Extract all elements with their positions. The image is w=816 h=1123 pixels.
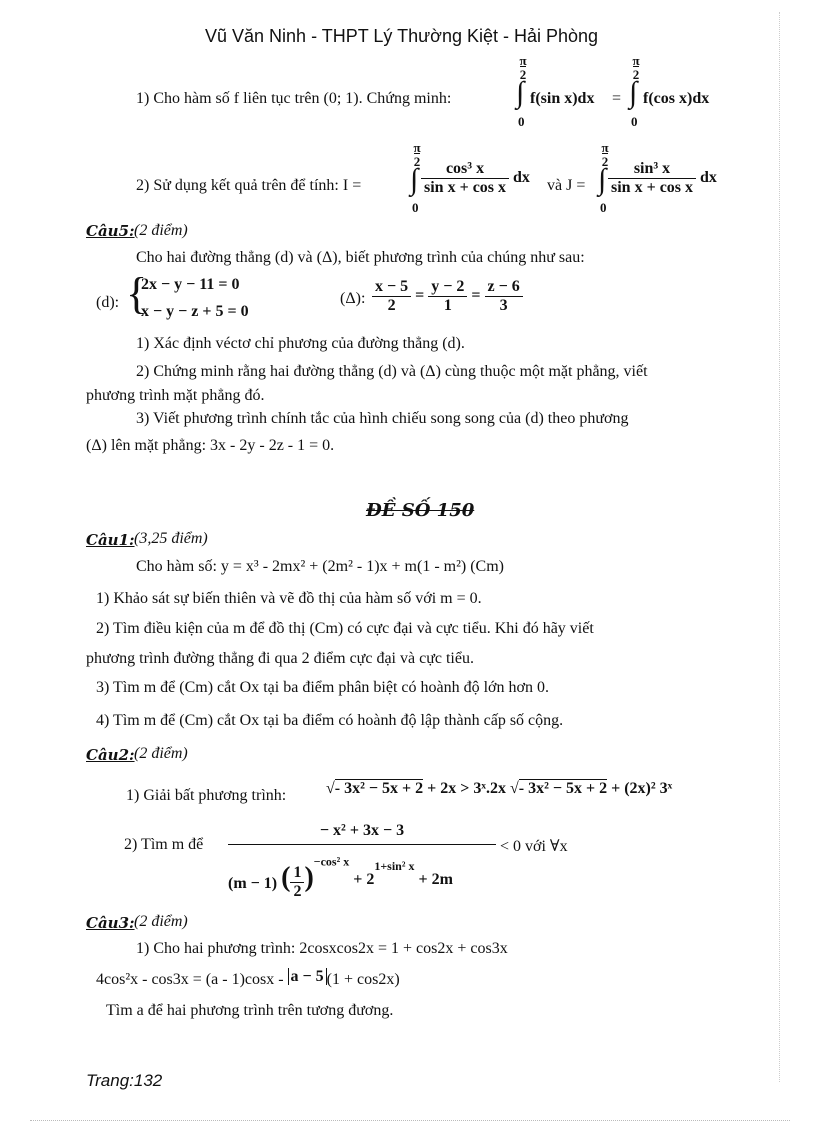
mid-term: + 2x > 3ˣ.2x	[427, 780, 506, 797]
int-lower-2: 0	[631, 114, 638, 129]
frac-num: x − 5	[375, 278, 409, 295]
tail-term: + (2x)² 3ˣ	[611, 780, 673, 797]
paren-open: (	[281, 862, 291, 893]
fraction-J	[608, 160, 717, 197]
p1-item2-text: 2) Sử dụng kết quả trên để tính: I =	[136, 177, 362, 194]
int-lower-4: 0	[600, 200, 607, 215]
frac-num: 1	[293, 863, 302, 881]
c1-func: Cho hàm số: y = x³ - 2mx² + (2m² - 1)x + m(1 - m²) (Cm)	[136, 558, 504, 575]
int-upper-den: 2	[519, 67, 527, 82]
cau3-label: Câu3:	[86, 914, 135, 932]
and-J: và J =	[547, 177, 586, 194]
system-eq1: 2x − y − 11 = 0	[141, 276, 240, 293]
delta-fractions	[372, 278, 523, 315]
integral-sign-1: ∫	[516, 76, 525, 109]
frac-num: cos³ x	[445, 160, 485, 177]
m-minus-1: (m − 1)	[228, 875, 278, 892]
equals-sign: =	[612, 90, 622, 107]
int-lower-3: 0	[412, 200, 419, 215]
frac-num: y − 2	[431, 278, 465, 295]
c2-inequality	[326, 780, 672, 798]
delta-label: (Δ):	[340, 290, 366, 307]
c1-q1: 1) Khảo sát sự biến thiên và vẽ đồ thị của hàm số với m = 0.	[96, 590, 482, 607]
cau1-points: (3,25 điểm)	[134, 530, 208, 547]
cau3-points: (2 điểm)	[134, 913, 188, 930]
int-lower-1: 0	[518, 114, 525, 129]
frac-den: 2	[372, 296, 411, 315]
c2-q2-numerator: − x² + 3x − 3	[319, 822, 405, 839]
c2-q1: 1) Giải bất phương trình:	[126, 787, 287, 804]
c5-q3b: (Δ) lên mặt phẳng: 3x - 2y - 2z - 1 = 0.	[86, 437, 335, 454]
plus-2: + 2	[353, 871, 375, 888]
paren-close: )	[304, 862, 314, 893]
int-upper-den: 2	[632, 67, 640, 82]
dx: dx	[513, 169, 530, 187]
plus-2m: + 2m	[418, 871, 453, 888]
p1-item1-text: 1) Cho hàm số f liên tục trên (0; 1). Chứng minh:	[136, 90, 452, 107]
integral-sign-4: ∫	[598, 163, 607, 196]
cau2-label: Câu2:	[86, 746, 135, 764]
c2-q2-condition: < 0 với ∀x	[500, 838, 568, 855]
radicand-2: - 3x² − 5x + 2	[518, 780, 608, 797]
c1-q4: 4) Tìm m để (Cm) cắt Ox tại ba điểm có hoành độ lập thành cấp số cộng.	[96, 712, 564, 729]
int-upper: π	[519, 53, 527, 68]
int-upper: π	[601, 140, 609, 155]
page-footer: Trang:132	[86, 1071, 163, 1090]
footer-rule	[30, 1120, 790, 1121]
frac-num: sin³ x	[633, 160, 671, 177]
abs-a-5: a − 5	[288, 968, 327, 985]
frac-den: 1	[428, 296, 467, 315]
system-eq2: x − y − z + 5 = 0	[141, 303, 249, 320]
int-upper: π	[632, 53, 640, 68]
sqrt-sign: √	[509, 780, 519, 797]
eq2-right: (1 + cos2x)	[326, 971, 400, 988]
frac-den: sin x + cos x	[421, 178, 509, 197]
integral-sign-2: ∫	[629, 76, 638, 109]
c5-q3a: 3) Viết phương trình chính tắc của hình chiếu song song của (d) theo phương	[136, 410, 629, 427]
frac-num: z − 6	[487, 278, 520, 295]
c3-eq2	[96, 968, 400, 989]
exp-sin: 1+sin² x	[374, 858, 415, 873]
page-header: Vũ Văn Ninh - THPT Lý Thường Kiệt - Hải Phòng	[205, 26, 599, 46]
c2-q2-denominator	[228, 848, 453, 900]
int-upper-den: 2	[413, 154, 421, 169]
eq: =	[471, 287, 481, 305]
dx: dx	[700, 169, 717, 187]
c3-q1: 1) Cho hai phương trình: 2cosxcos2x = 1 + cos2x + cos3x	[136, 940, 508, 957]
c1-q2b: phương trình đường thẳng đi qua 2 điểm cực đại và cực tiểu.	[86, 650, 474, 667]
frac-den: 3	[485, 296, 523, 315]
margin-line	[779, 12, 780, 1082]
fraction-I	[421, 160, 530, 197]
int-upper-den: 2	[601, 154, 609, 169]
int-upper: π	[413, 140, 421, 155]
frac-den: 2	[290, 882, 304, 901]
radicand-1: - 3x² − 5x + 2	[334, 780, 424, 797]
c2-q2: 2) Tìm m để	[124, 836, 204, 853]
c2-q2-fraction-bar	[228, 844, 496, 845]
frac-den: sin x + cos x	[608, 178, 696, 197]
cau1-label: Câu1:	[86, 531, 135, 549]
cau5-intro: Cho hai đường thẳng (d) và (Δ), biết phương trình của chúng như sau:	[136, 249, 585, 266]
c3-q1b: Tìm a để hai phương trình trên tương đương.	[106, 1002, 394, 1019]
c5-q2a: 2) Chứng minh rằng hai đường thẳng (d) và (Δ) cùng thuộc một mặt phẳng, viết	[136, 363, 648, 380]
cau5-label: Câu5:	[86, 222, 135, 240]
sqrt-sign: √	[326, 780, 335, 797]
exam-title: ĐỀ SỐ 150	[366, 500, 475, 521]
integrand-2: f(cos x)dx	[643, 90, 710, 107]
integral-sign-3: ∫	[410, 163, 419, 196]
eq2-left: 4cos²x - cos3x = (a - 1)cosx -	[96, 971, 284, 988]
exp-neg-cos: −cos² x	[313, 854, 350, 869]
d-label: (d):	[96, 294, 120, 311]
cau5-points: (2 điểm)	[134, 222, 188, 239]
integrand-1: f(sin x)dx	[530, 90, 595, 107]
c5-q2b: phương trình mặt phẳng đó.	[86, 387, 265, 404]
eq: =	[415, 287, 425, 305]
c5-q1: 1) Xác định véctơ chỉ phương của đường thẳng (d).	[136, 335, 465, 352]
c1-q3: 3) Tìm m để (Cm) cắt Ox tại ba điểm phân biệt có hoành độ lớn hơn 0.	[96, 679, 549, 696]
cau2-points: (2 điểm)	[134, 745, 188, 762]
system-brace: {	[126, 269, 148, 318]
c1-q2a: 2) Tìm điều kiện của m để đồ thị (Cm) có cực đại và cực tiểu. Khi đó hãy viết	[96, 620, 594, 637]
